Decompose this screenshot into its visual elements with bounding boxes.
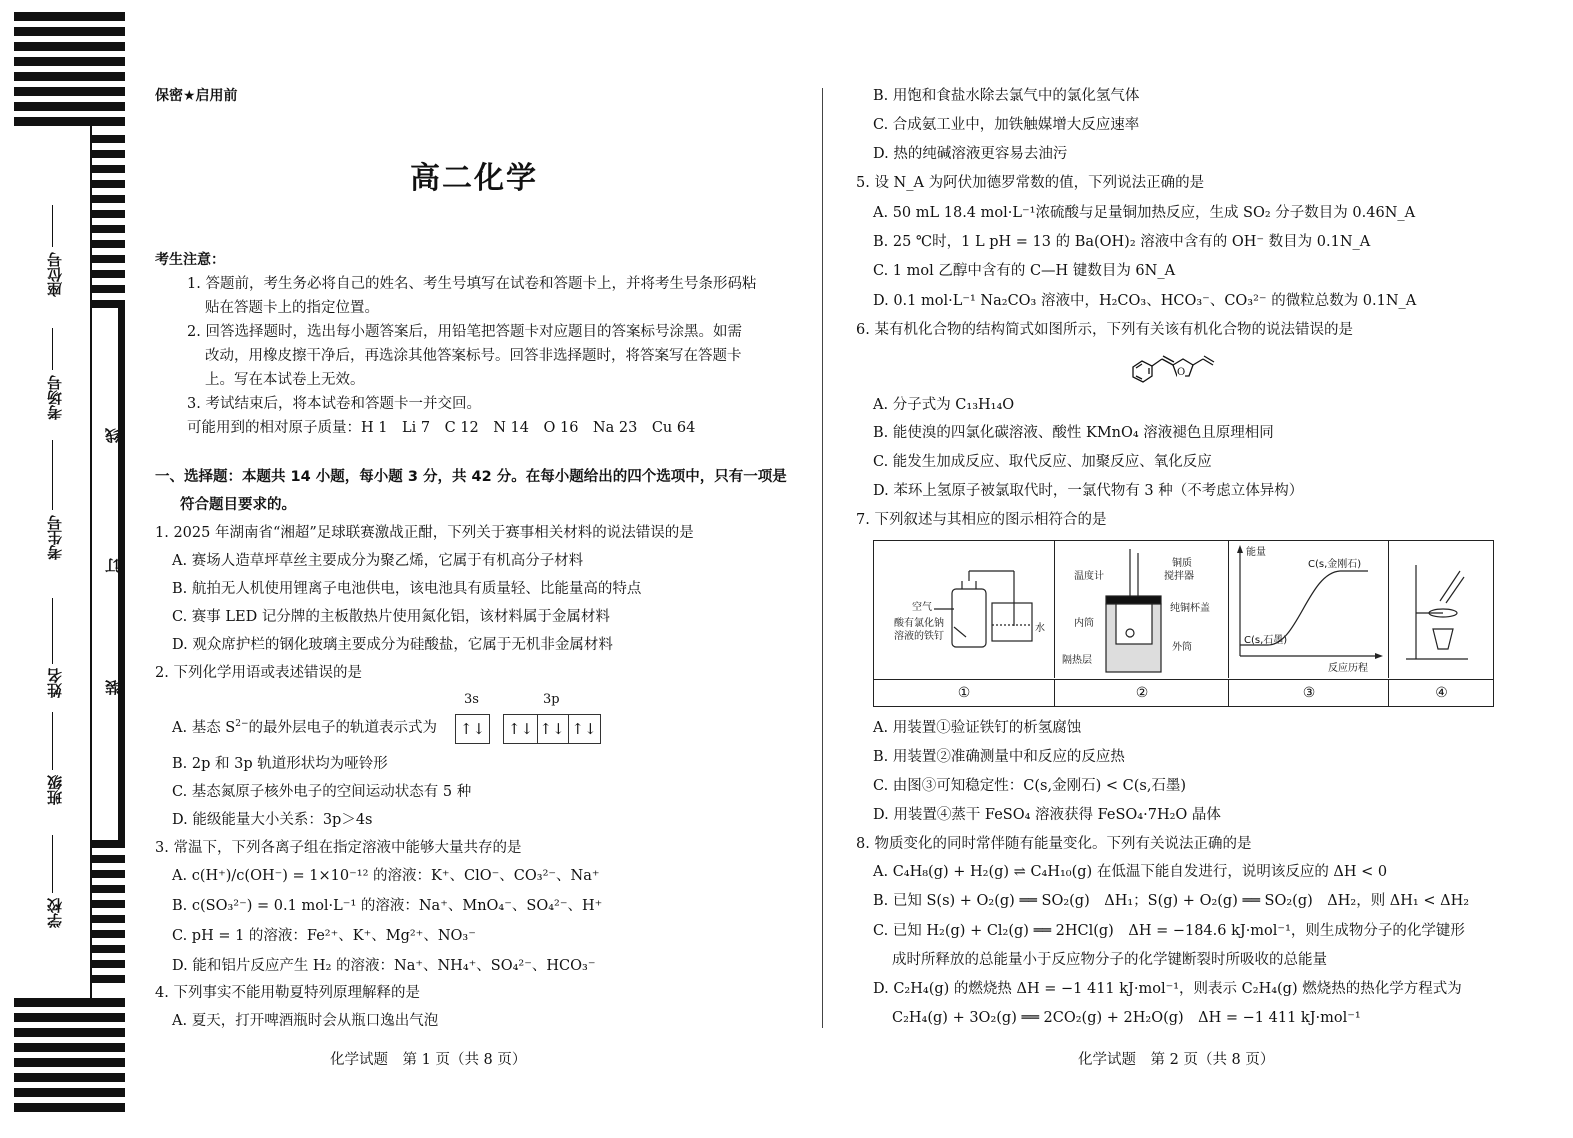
seat-number-label: 座位号 (46, 252, 64, 297)
figure-cell-3 (1228, 541, 1389, 678)
fig1-water-label: 水 (1035, 623, 1045, 634)
q7-option-b[interactable]: B. 用装置②准确测量中和反应的反应热 (873, 749, 1125, 765)
notice-item: 改动，用橡皮擦干净后，再选涂其他答案标号。回答非选择题时，将答案写在答题卡 (205, 348, 742, 364)
fig1-solution-label: 酸有氯化钠 (894, 618, 944, 629)
q4-option-b[interactable]: B. 用饱和食盐水除去氯气中的氯化氢气体 (873, 88, 1140, 104)
notice-item: 2. 回答选择题时，选出每小题答案后，用铅笔把答题卡对应题目的答案标号涂黑。如需 (187, 324, 742, 340)
school-blank[interactable] (52, 835, 53, 893)
q7-option-d[interactable]: D. 用装置④蒸干 FeSO₄ 溶液获得 FeSO₄·7H₂O 晶体 (873, 807, 1221, 823)
notice-item: 3. 考试结束后，将本试卷和答题卡一并交回。 (187, 396, 481, 412)
notice-item: 1. 答题前，考生务必将自己的姓名、考生号填写在试卷和答题卡上，并将考生号条形码粘 (187, 276, 757, 292)
figure-cell-2 (1054, 541, 1229, 678)
q3-option-c[interactable]: C. pH = 1 的溶液：Fe²⁺、K⁺、Mg²⁺、NO₃⁻ (172, 928, 476, 944)
q3-option-d[interactable]: D. 能和铝片反应产生 H₂ 的溶液：Na⁺、NH₄⁺、SO₄²⁻、HCO₃⁻ (172, 958, 596, 974)
fig3-y-label: 能量 (1246, 547, 1266, 558)
page-divider (822, 88, 823, 1028)
q2-stem: 2. 下列化学用语或表述错误的是 (155, 665, 362, 681)
school-label: 学校 (46, 898, 64, 928)
q8-option-d-cont: C₂H₄(g) + 3O₂(g) ══ 2CO₂(g) + 2H₂O(g) ΔH = −1 411 kJ·mol⁻¹ (892, 1010, 1361, 1026)
name-label: 姓名 (46, 668, 64, 698)
q7-stem: 7. 下列叙述与其相应的图示相符合的是 (856, 512, 1107, 528)
figure-cell-1 (874, 541, 1055, 678)
q4-option-a[interactable]: A. 夏天，打开啤酒瓶时会从瓶口逸出气泡 (172, 1013, 439, 1029)
class-label: 班级 (46, 775, 64, 805)
q8-option-a[interactable]: A. C₄H₈(g) + H₂(g) ⇌ C₄H₁₀(g) 在低温下能自发进行，说明该反应的 ΔH < 0 (873, 864, 1388, 880)
apparatus-4-drawing (1388, 541, 1493, 678)
q2-a-post: 的最外层电子的轨道表示式为 (248, 720, 438, 736)
fig3-bottom-label: C(s,石墨) (1244, 635, 1288, 646)
fig1-air-label: 空气 (912, 602, 932, 613)
q4-stem: 4. 下列事实不能用勒夏特列原理解释的是 (155, 985, 420, 1001)
q6-option-c[interactable]: C. 能发生加成反应、取代反应、加聚反应、氧化反应 (873, 454, 1212, 470)
atomic-masses: 可能用到的相对原子质量：H 1 Li 7 C 12 N 14 O 16 Na 23 Cu 64 (187, 420, 696, 436)
q5-option-d[interactable]: D. 0.1 mol·L⁻¹ Na₂CO₃ 溶液中，H₂CO₃、HCO₃⁻、CO₃²⁻ 的微粒总数为 0.1N_A (873, 293, 1417, 309)
q2-option-b[interactable]: B. 2p 和 3p 轨道形状均为哑铃形 (172, 756, 388, 772)
q7-option-c[interactable]: C. 由图③可知稳定性：C(s,金刚石) < C(s,石墨) (873, 778, 1187, 794)
seat-number-blank[interactable] (52, 205, 53, 247)
q8-option-c-cont: 成时所释放的总能量小于反应物分子的化学键断裂时所吸收的总能量 (892, 952, 1327, 968)
fig2-lid-label: 纯铜杯盖 (1170, 603, 1210, 614)
q1-option-b[interactable]: B. 航拍无人机使用锂离子电池供电，该电池具有质量轻、比能量高的特点 (172, 581, 642, 597)
fig2-outer-label: 外筒 (1172, 642, 1192, 653)
q2-a-sup: 2− (235, 719, 249, 730)
exam-room-blank[interactable] (52, 328, 53, 370)
section-heading: 一、选择题：本题共 14 小题，每小题 3 分，共 42 分。在每小题给出的四个选项中，只有一项是 (155, 469, 787, 485)
q5-option-a[interactable]: A. 50 mL 18.4 mol·L⁻¹浓硫酸与足量铜加热反应，生成 SO₂ 分子数目为 0.46N_A (873, 205, 1416, 221)
figure-label-1: ① (874, 679, 1054, 706)
q8-stem: 8. 物质变化的同时常伴随有能量变化。下列有关说法正确的是 (856, 836, 1252, 852)
q5-option-c[interactable]: C. 1 mol 乙醇中含有的 C—H 键数目为 6N_A (873, 263, 1176, 279)
q6-option-b[interactable]: B. 能使溴的四氯化碳溶液、酸性 KMnO₄ 溶液褪色且原理相同 (873, 425, 1274, 441)
q3-stem: 3. 常温下，下列各离子组在指定溶液中能够大量共存的是 (155, 840, 522, 856)
secret-label: 保密★启用前 (155, 88, 238, 104)
orbital-box-3p: ↑↓ (568, 714, 601, 744)
page-footer-1: 化学试题 第 1 页（共 8 页） (330, 1052, 527, 1068)
q6-ring-oxygen: O (1177, 367, 1186, 378)
name-blank[interactable] (52, 598, 53, 664)
q8-option-b[interactable]: B. 已知 S(s) + O₂(g) ══ SO₂(g) ΔH₁；S(g) + O₂(g) ══ SO₂(g) ΔH₂，则 ΔH₁ < ΔH₂ (873, 893, 1470, 909)
page-title: 高二化学 (410, 161, 538, 196)
figure-label-4: ④ (1388, 679, 1494, 706)
figure-cell-4 (1388, 541, 1493, 678)
q8-option-d[interactable]: D. C₂H₄(g) 的燃烧热 ΔH = −1 411 kJ·mol⁻¹，则表示 C₂H₄(g) 燃烧热的热化学方程式为 (873, 981, 1462, 997)
q2-option-c[interactable]: C. 基态氮原子核外电子的空间运动状态有 5 种 (172, 784, 472, 800)
fig2-stirrer-label: 搅拌器 (1164, 571, 1194, 582)
figure-label-3: ③ (1228, 679, 1389, 706)
q6-option-d[interactable]: D. 苯环上氢原子被氯取代时，一氯代物有 3 种（不考虑立体异构） (873, 483, 1304, 499)
orbital-box-3p: ↑↓ (536, 714, 569, 744)
q3-option-a[interactable]: A. c(H⁺)/c(OH⁻) = 1×10⁻¹² 的溶液：K⁺、ClO⁻、CO₃²⁻、Na⁺ (172, 868, 600, 884)
q7-figure-table (873, 540, 1494, 707)
fig2-stirrer-label: 铜质 (1172, 558, 1192, 569)
q4-option-d[interactable]: D. 热的纯碱溶液更容易去油污 (873, 146, 1068, 162)
orbital-box-3p: ↑↓ (503, 714, 538, 744)
exam-room-label: 考场号 (46, 375, 64, 420)
q7-option-a[interactable]: A. 用装置①验证铁钉的析氢腐蚀 (873, 720, 1082, 736)
fig2-thermometer-label: 温度计 (1074, 571, 1104, 582)
cut-mark-bind: 订 (104, 558, 122, 573)
fig1-solution-label: 溶液的铁钉 (894, 631, 944, 642)
orbital-box-3s: ↑↓ (455, 714, 490, 744)
apparatus-1-drawing (874, 541, 1054, 678)
q5-stem: 5. 设 N_A 为阿伏加德罗常数的值，下列说法正确的是 (856, 175, 1205, 191)
cut-mark-staple: 装 (104, 680, 122, 695)
q1-option-d[interactable]: D. 观众席护栏的钢化玻璃主要成分为硅酸盐，它属于无机非金属材料 (172, 637, 613, 653)
notice-title: 考生注意： (155, 252, 225, 268)
q2-option-a[interactable] (172, 718, 437, 738)
page-footer-2: 化学试题 第 2 页（共 8 页） (1078, 1052, 1275, 1068)
q5-option-b[interactable]: B. 25 ℃时，1 L pH = 13 的 Ba(OH)₂ 溶液中含有的 OH⁻ 数目为 0.1N_A (873, 234, 1371, 250)
fig3-top-label: C(s,金刚石) (1308, 559, 1362, 570)
section-heading-cont: 符合题目要求的。 (180, 497, 296, 513)
candidate-number-blank[interactable] (52, 440, 53, 510)
figure-label-2: ② (1054, 679, 1229, 706)
fig3-x-label: 反应历程 (1328, 663, 1368, 674)
class-blank[interactable] (52, 712, 53, 770)
q6-structure-formula (1125, 345, 1240, 387)
q2-label-3s: 3s (464, 692, 479, 707)
q6-stem: 6. 某有机化合物的结构简式如图所示，下列有关该有机化合物的说法错误的是 (856, 322, 1353, 338)
candidate-number-label: 考生号 (46, 515, 64, 560)
q8-option-c[interactable]: C. 已知 H₂(g) + Cl₂(g) ══ 2HCl(g) ΔH = −184.6 kJ·mol⁻¹，则生成物分子的化学键形 (873, 923, 1465, 939)
q6-option-a[interactable]: A. 分子式为 C₁₃H₁₄O (873, 397, 1015, 413)
q2-option-d[interactable]: D. 能级能量大小关系：3p＞4s (172, 812, 373, 828)
q2-a-pre: A. 基态 S (172, 720, 236, 736)
fig2-insulation-label: 隔热层 (1062, 655, 1092, 666)
q1-option-a[interactable]: A. 赛场人造草坪草丝主要成分为聚乙烯，它属于有机高分子材料 (172, 553, 584, 569)
q4-option-c[interactable]: C. 合成氨工业中，加铁触媒增大反应速率 (873, 117, 1140, 133)
cut-mark-line: 线 (104, 428, 122, 443)
q1-stem: 1. 2025 年湖南省“湘超”足球联赛激战正酣，下列关于赛事相关材料的说法错误的是 (155, 525, 694, 541)
fig2-inner-label: 内筒 (1074, 618, 1094, 629)
notice-item: 贴在答题卡上的指定位置。 (205, 300, 379, 316)
q1-option-c[interactable]: C. 赛事 LED 记分牌的主板散热片使用氮化铝，该材料属于金属材料 (172, 609, 610, 625)
notice-item: 上。写在本试卷上无效。 (205, 372, 365, 388)
q3-option-b[interactable]: B. c(SO₃²⁻) = 0.1 mol·L⁻¹ 的溶液：Na⁺、MnO₄⁻、SO₄²⁻、H⁺ (172, 898, 603, 914)
q2-label-3p: 3p (543, 692, 560, 707)
